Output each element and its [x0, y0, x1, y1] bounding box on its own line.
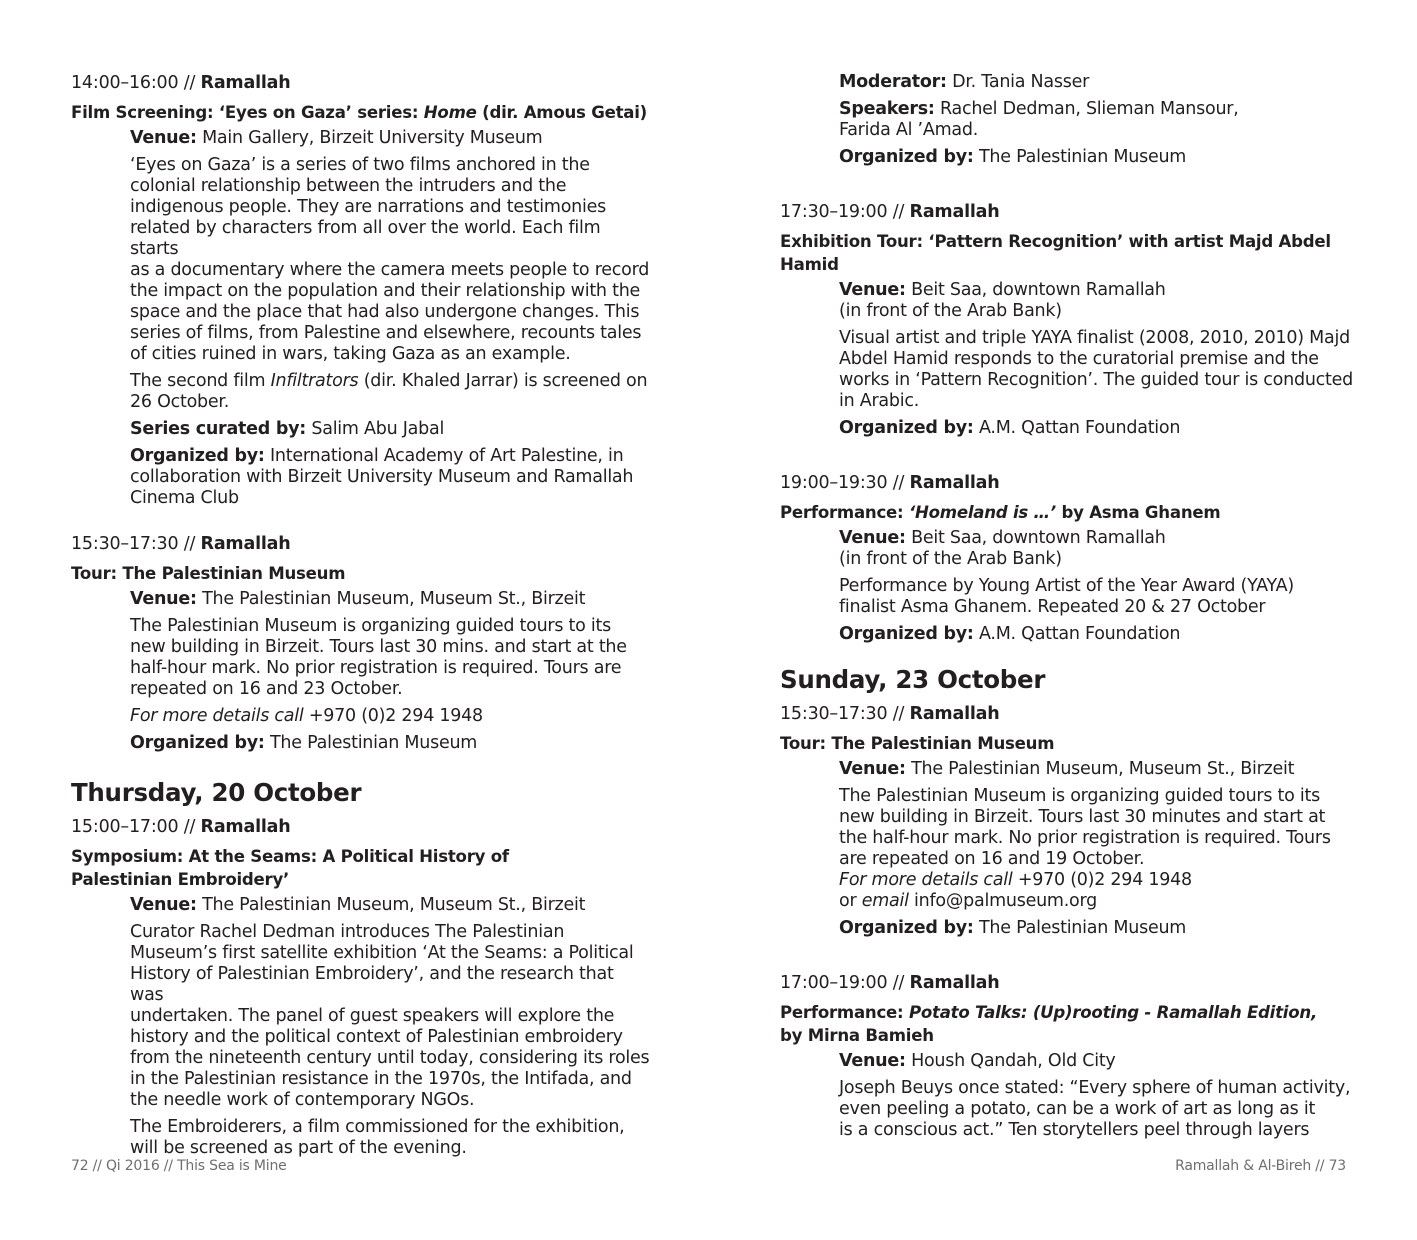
event-title: Film Screening: ‘Eyes on Gaza’ series: Home (dir. Amous Getai) [71, 103, 647, 122]
event-description: Visual artist and triple YAYA finalist (2008, 2010, 2010) Majd Abdel Hamid responds to the curatorial premise and the works in ‘Pattern Recognition’. The guided tour is conducted in Arabic. [839, 328, 1354, 411]
event-title: Tour: The Palestinian Museum [71, 564, 346, 583]
event-organized-by: Organized by: International Academy of Art Palestine, in collaboration with Birzeit University Museum and Ramallah Cinema Club [130, 446, 634, 508]
event-performance-potato-talks [780, 972, 1370, 1141]
event-time: 15:30–17:30 // Ramallah [780, 704, 1000, 724]
event-phone: For more details call +970 (0)2 294 1948 [839, 870, 1192, 890]
event-second-film: The second film Infiltrators (dir. Khaled Jarrar) is screened on 26 October. [130, 371, 648, 412]
event-venue: Venue: Main Gallery, Birzeit University Museum [130, 128, 543, 148]
event-description: ‘Eyes on Gaza’ is a series of two films anchored in the colonial relationship between the intruders and the indigenous people. They are narrations and testimonies related by characters from all over the world. Each film starts as a documentary where the camera meets people to record the impact on the population and their relationship with the space and the place that had also undergone changes. This series of films, from Palestine and elsewhere, recounts tales of cities ruined in wars, taking Gaza as an example. [130, 155, 650, 364]
event-phone: For more details call +970 (0)2 294 1948 [130, 706, 483, 726]
event-venue: Venue: Beit Saa, downtown Ramallah (in front of the Arab Bank) [839, 280, 1166, 321]
event-organized-by: Organized by: A.M. Qattan Foundation [839, 418, 1181, 438]
event-description: The Palestinian Museum is organizing guided tours to its new building in Birzeit. Tours last 30 minutes and start at the half-hour mark. No prior registration is required. Tours are repeated on 16 and 19 October. For more details call +970 (0)2 294 1948 or email info@palmuseum.org [839, 786, 1370, 912]
event-museum-tour [71, 533, 651, 754]
event-title: Tour: The Palestinian Museum [780, 734, 1055, 753]
event-title: Symposium: At the Seams: A Political History of Palestinian Embroidery’ [71, 847, 509, 889]
event-venue: Venue: The Palestinian Museum, Museum St., Birzeit [130, 895, 586, 915]
event-time: 17:30–19:00 // Ramallah [780, 202, 1000, 222]
right-page [780, 0, 1370, 1240]
left-page [71, 0, 651, 1240]
event-museum-tour [780, 703, 1370, 939]
event-email: or email info@palmuseum.org [839, 891, 1097, 911]
event-description: Performance by Young Artist of the Year Award (YAYA) finalist Asma Ghanem. Repeated 20 & 27 October [839, 576, 1294, 617]
right-column [780, 72, 1370, 1147]
event-moderator: Moderator: Dr. Tania Nasser [839, 72, 1090, 92]
left-column [71, 72, 651, 1165]
event-organized-by: Organized by: The Palestinian Museum [839, 918, 1187, 938]
event-film-screening [71, 72, 651, 509]
symposium-continued [839, 72, 1370, 168]
event-speakers: Speakers: Rachel Dedman, Slieman Mansour, Farida Al ’Amad. [839, 99, 1239, 140]
day-heading: Sunday, 23 October [780, 665, 1046, 694]
event-organized-by: Organized by: A.M. Qattan Foundation [839, 624, 1181, 644]
event-time: 15:30–17:30 // Ramallah [71, 534, 291, 554]
event-performance-homeland [780, 472, 1370, 645]
event-curated-by: Series curated by: Salim Abu Jabal [130, 419, 445, 439]
page-footer-left: 72 // Qi 2016 // This Sea is Mine [71, 1158, 287, 1174]
event-description: Curator Rachel Dedman introduces The Palestinian Museum’s first satellite exhibition ‘At the Seams: a Political History of Palestinian Embroidery’, and the research that was undertaken. The panel of guest speakers will explore the history and the political context of Palestinian embroidery from the nineteenth century until today, considering its roles in the Palestinian resistance in the 1970s, the Intifada, and the needle work of contemporary NGOs. [130, 922, 650, 1110]
event-symposium [71, 816, 651, 1159]
event-time: 19:00–19:30 // Ramallah [780, 473, 1000, 493]
event-time: 15:00–17:00 // Ramallah [71, 817, 291, 837]
event-title: Exhibition Tour: ‘Pattern Recognition’ with artist Majd Abdel Hamid [780, 232, 1331, 274]
event-venue: Venue: Beit Saa, downtown Ramallah (in front of the Arab Bank) [839, 528, 1166, 569]
event-description: The Palestinian Museum is organizing guided tours to its new building in Birzeit. Tours last 30 mins. and start at the half-hour mark. No prior registration is required. Tours are repeated on 16 and 23 October. [130, 616, 627, 699]
event-exhibition-tour [780, 201, 1370, 439]
event-organized-by: Organized by: The Palestinian Museum [130, 733, 478, 753]
event-time: 17:00–19:00 // Ramallah [780, 973, 1000, 993]
event-film-note: The Embroiderers, a film commissioned for the exhibition, will be screened as part of the evening. [130, 1117, 625, 1158]
event-venue: Venue: The Palestinian Museum, Museum St., Birzeit [839, 759, 1295, 779]
event-organized-by: Organized by: The Palestinian Museum [839, 147, 1187, 167]
event-venue: Venue: The Palestinian Museum, Museum St., Birzeit [130, 589, 586, 609]
event-title: Performance: Potato Talks: (Up)rooting - Ramallah Edition, by Mirna Bamieh [780, 1003, 1318, 1045]
event-time: 14:00–16:00 // Ramallah [71, 73, 291, 93]
event-venue: Venue: Housh Qandah, Old City [839, 1051, 1116, 1071]
event-title: Performance: ‘Homeland is …’ by Asma Ghanem [780, 503, 1221, 522]
day-heading: Thursday, 20 October [71, 778, 362, 807]
event-description: Joseph Beuys once stated: “Every sphere of human activity, even peeling a potato, can be a work of art as long as it is a conscious act.” Ten storytellers peel through layers [839, 1078, 1351, 1140]
page-footer-right: Ramallah & Al-Bireh // 73 [1175, 1158, 1346, 1174]
